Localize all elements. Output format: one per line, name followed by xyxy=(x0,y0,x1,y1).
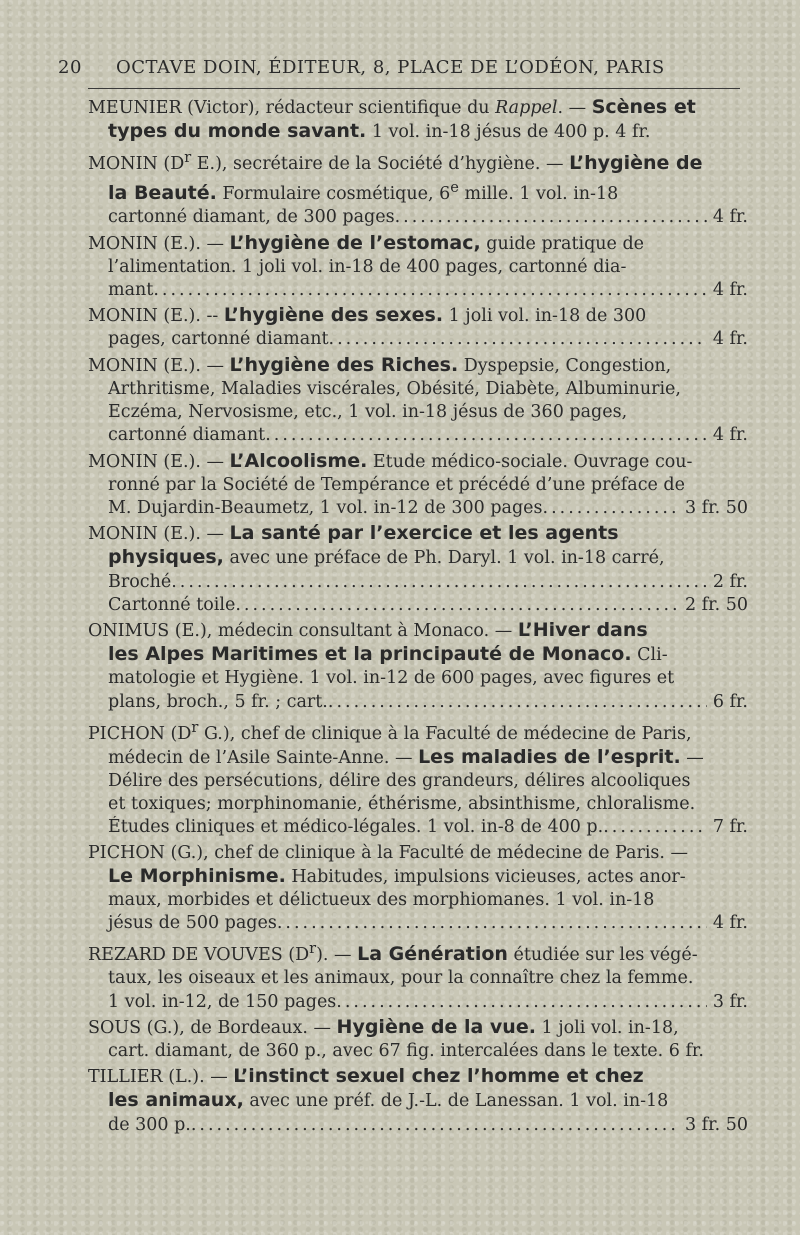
leader-dots xyxy=(603,816,707,839)
entry-text: REZARD DE VOUVES (D xyxy=(88,945,310,966)
entry-text-line xyxy=(88,865,754,889)
book-title: Le Morphinisme. xyxy=(108,864,286,887)
book-title: L’Alcoolisme. xyxy=(229,449,368,472)
entry-text-line xyxy=(88,474,754,497)
entry-text-line xyxy=(88,746,754,770)
entry-text: ronné par la Société de Tempérance et précédé d’une préface de xyxy=(108,474,685,495)
entry-author-line xyxy=(88,522,754,546)
entry-price: 2 fr. xyxy=(712,571,748,592)
entry-text: jésus de 500 pages xyxy=(108,913,277,934)
entry-text: et toxiques; morphinomanie, éthérisme, absinthisme, chloralisme. xyxy=(108,794,696,815)
entry-text: ONIMUS (E.), médecin consultant à Monaco. — xyxy=(88,620,518,641)
catalogue-entry xyxy=(88,937,754,1013)
book-title: Scènes et xyxy=(591,96,696,118)
entry-text-line xyxy=(88,120,754,144)
leader-dots xyxy=(235,594,679,617)
entry-text: l’alimentation. 1 joli vol. in-18 de 400 pages, cartonné dia- xyxy=(108,256,627,277)
entry-text: Etude médico-sociale. Ouvrage cou- xyxy=(367,451,693,472)
entry-price-line xyxy=(88,424,754,447)
book-title: la Beauté. xyxy=(108,182,217,205)
entry-price: 7 fr. xyxy=(712,817,748,838)
book-title: L’hygiène de l’estomac, xyxy=(229,231,481,254)
book-title: physiques, xyxy=(108,546,224,569)
entry-text: cartonné diamant xyxy=(108,425,266,446)
entry-text: Broché xyxy=(108,571,172,592)
catalogue-entries xyxy=(88,96,754,1139)
entry-text: E.), secrétaire de la Société d’hygiène. — xyxy=(191,154,570,175)
entry-text: étudiée sur les végé- xyxy=(507,945,698,966)
entry-price: 4 fr. xyxy=(712,280,748,301)
catalogue-entry xyxy=(88,522,754,617)
catalogue-entry xyxy=(88,842,754,936)
entry-price: 4 fr. xyxy=(712,913,748,934)
catalogue-entry xyxy=(88,232,754,303)
entry-text: plans, broch., 5 fr. ; cart. xyxy=(108,691,328,712)
entry-text: MONIN (E.). — xyxy=(88,233,230,254)
entry-text-line xyxy=(88,793,754,816)
entry-text: mant xyxy=(108,280,154,301)
entry-text-line xyxy=(88,667,754,690)
entry-text: 1 joli vol. in-18, xyxy=(535,1017,679,1038)
book-title: Hygiène de la vue. xyxy=(336,1015,536,1038)
entry-text: taux, les oiseaux et les animaux, pour la connaître chez la femme. xyxy=(108,968,694,989)
entry-text: Rappel xyxy=(495,98,558,118)
entry-text: avec une préf. de J.-L. de Lanessan. 1 vol. in-18 xyxy=(243,1091,669,1112)
entry-author-line xyxy=(88,232,754,256)
leader-dots xyxy=(543,497,679,520)
entry-text: . — xyxy=(557,98,592,118)
entry-author-line xyxy=(88,450,754,474)
entry-text-line xyxy=(88,546,754,570)
entry-text: MONIN (E.). — xyxy=(88,524,230,545)
entry-text: Dyspepsie, Congestion, xyxy=(458,355,672,376)
entry-text: Arthritisme, Maladies viscérales, Obésité, Diabète, Albuminurie, xyxy=(108,378,681,399)
entry-text-line xyxy=(88,889,754,912)
leader-dots xyxy=(171,571,707,594)
entry-text: Études cliniques et médico-légales. 1 vol. in-8 de 400 p. xyxy=(108,817,604,838)
catalogue-entry xyxy=(88,354,754,448)
entry-text-line xyxy=(88,1040,754,1063)
entry-text-line xyxy=(88,256,754,279)
entry-author-line xyxy=(88,96,754,120)
entry-text: r xyxy=(191,718,199,736)
entry-text: pages, cartonné diamant xyxy=(108,329,329,350)
entry-price: 2 fr. 50 xyxy=(684,594,748,615)
entry-text-line xyxy=(88,967,754,990)
entry-text-line xyxy=(88,401,754,424)
entry-author-line xyxy=(88,146,754,176)
book-title: les Alpes Maritimes et la principauté de Monaco. xyxy=(108,643,632,666)
entry-text: avec une préface de Ph. Daryl. 1 vol. in-18 carré, xyxy=(223,548,665,569)
leader-dots xyxy=(336,991,707,1014)
entry-author-line xyxy=(88,842,754,865)
catalogue-entry xyxy=(88,304,754,351)
entry-text: r xyxy=(309,940,317,958)
entry-text: cart. diamant, de 360 p., avec 67 fig. intercalées dans le texte. 6 fr. xyxy=(108,1041,704,1062)
entry-price-line xyxy=(88,816,754,839)
entry-text: MEUNIER (Victor), rédacteur scientifique du xyxy=(88,98,496,118)
book-title: les animaux, xyxy=(108,1089,244,1112)
entry-price-line xyxy=(88,497,754,520)
entry-text: guide pratique de xyxy=(480,233,645,254)
catalogue-entry xyxy=(88,716,754,840)
entry-text: G.), chef de clinique à la Faculté de médecine de Paris, xyxy=(198,723,692,744)
running-head-publisher: OCTAVE DOIN, ÉDITEUR, 8, PLACE DE L’ODÉON, PARIS xyxy=(116,57,665,78)
entry-price-line xyxy=(88,206,754,229)
book-title: L’hygiène de xyxy=(569,152,703,175)
entry-text-line xyxy=(88,176,754,206)
entry-price-line xyxy=(88,991,754,1014)
book-title: L’hygiène des sexes. xyxy=(223,304,444,327)
entry-text: cartonné diamant, de 300 pages xyxy=(108,207,395,228)
entry-text: maux, morbides et délictueux des morphiomanes. 1 vol. in-18 xyxy=(108,889,655,910)
entry-author-line xyxy=(88,1016,754,1040)
entry-price: 6 fr. xyxy=(712,691,748,712)
book-title: L’Hiver dans xyxy=(517,618,648,641)
entry-text-line xyxy=(88,770,754,793)
entry-price-line xyxy=(88,279,754,302)
entry-price-line xyxy=(88,594,754,617)
entry-text: ). — xyxy=(316,945,358,966)
entry-text: PICHON (D xyxy=(88,723,192,744)
entry-price: 3 fr. 50 xyxy=(684,1114,748,1135)
entry-author-line xyxy=(88,716,754,746)
entry-price-line xyxy=(88,1114,754,1137)
book-title: La Génération xyxy=(357,943,508,966)
entry-price-line xyxy=(88,691,754,714)
leader-dots xyxy=(329,328,707,351)
entry-text: MONIN (E.). — xyxy=(88,451,230,472)
leader-dots xyxy=(191,1114,679,1137)
entry-text: médecin de l’Asile Sainte-Anne. — xyxy=(108,747,419,768)
entry-author-line xyxy=(88,304,754,328)
leader-dots xyxy=(277,912,707,935)
entry-price-line xyxy=(88,328,754,351)
entry-text: TILLIER (L.). — xyxy=(88,1067,234,1088)
entry-text: Délire des persécutions, délire des grandeurs, délires alcooliques xyxy=(108,770,691,791)
leader-dots xyxy=(395,206,707,229)
entry-text: Formulaire cosmétique, 6 xyxy=(216,184,451,205)
catalogue-entry xyxy=(88,146,754,229)
entry-text: 1 vol. in-12, de 150 pages xyxy=(108,991,337,1012)
entry-text: MONIN (E.). — xyxy=(88,355,230,376)
entry-price: 4 fr. xyxy=(712,207,748,228)
entry-text: MONIN (D xyxy=(88,154,185,175)
entry-text: Eczéma, Nervosisme, etc., 1 vol. in-18 jésus de 360 pages, xyxy=(108,402,628,423)
book-title: L’hygiène des Riches. xyxy=(229,353,459,376)
entry-text: e xyxy=(450,179,459,197)
entry-price-line xyxy=(88,571,754,594)
entry-author-line xyxy=(88,619,754,643)
entry-text: PICHON (G.), chef de clinique à la Faculté de médecine de Paris. — xyxy=(88,842,689,863)
header-rule xyxy=(88,88,740,89)
entry-price-line xyxy=(88,912,754,935)
catalogue-entry xyxy=(88,96,754,144)
catalogue-entry xyxy=(88,1065,754,1137)
entry-text: 1 vol. in-18 jésus de 400 p. 4 fr. xyxy=(366,122,651,143)
book-title: Les maladies de l’esprit. xyxy=(418,745,681,768)
entry-text: de 300 p. xyxy=(108,1114,191,1135)
entry-text: Cli- xyxy=(631,645,668,666)
entry-text: MONIN (E.). -- xyxy=(88,306,224,327)
book-title: La santé par l’exercice et les agents xyxy=(229,522,619,545)
entry-text-line xyxy=(88,378,754,401)
entry-text: M. Dujardin-Beaumetz, 1 vol. in-12 de 300 pages xyxy=(108,497,543,518)
leader-dots xyxy=(153,279,706,302)
entry-price: 4 fr. xyxy=(712,329,748,350)
entry-text: Habitudes, impulsions vicieuses, actes anor- xyxy=(285,866,686,887)
entry-text: 1 joli vol. in-18 de 300 xyxy=(443,306,647,327)
leader-dots xyxy=(265,424,707,447)
page-number: 20 xyxy=(58,57,82,78)
entry-text: SOUS (G.), de Bordeaux. — xyxy=(88,1017,337,1038)
book-title: L’instinct sexuel chez l’homme et chez xyxy=(233,1065,644,1088)
catalogue-entry xyxy=(88,1016,754,1063)
catalogue-entry xyxy=(88,450,754,521)
entry-price: 3 fr. 50 xyxy=(684,497,748,518)
entry-text: matologie et Hygiène. 1 vol. in-12 de 600 pages, avec figures et xyxy=(108,668,675,689)
entry-author-line xyxy=(88,1065,754,1089)
entry-text: — xyxy=(680,747,704,768)
book-title: types du monde savant. xyxy=(108,120,367,143)
leader-dots xyxy=(328,691,707,714)
entry-price: 4 fr. xyxy=(712,425,748,446)
entry-price: 3 fr. xyxy=(712,991,748,1012)
entry-author-line xyxy=(88,937,754,967)
entry-text-line xyxy=(88,643,754,667)
entry-text: mille. 1 vol. in-18 xyxy=(458,184,619,205)
entry-author-line xyxy=(88,354,754,378)
catalogue-entry xyxy=(88,619,754,714)
entry-text-line xyxy=(88,1089,754,1113)
entry-text: Cartonné toile xyxy=(108,594,236,615)
entry-text: r xyxy=(184,149,192,167)
